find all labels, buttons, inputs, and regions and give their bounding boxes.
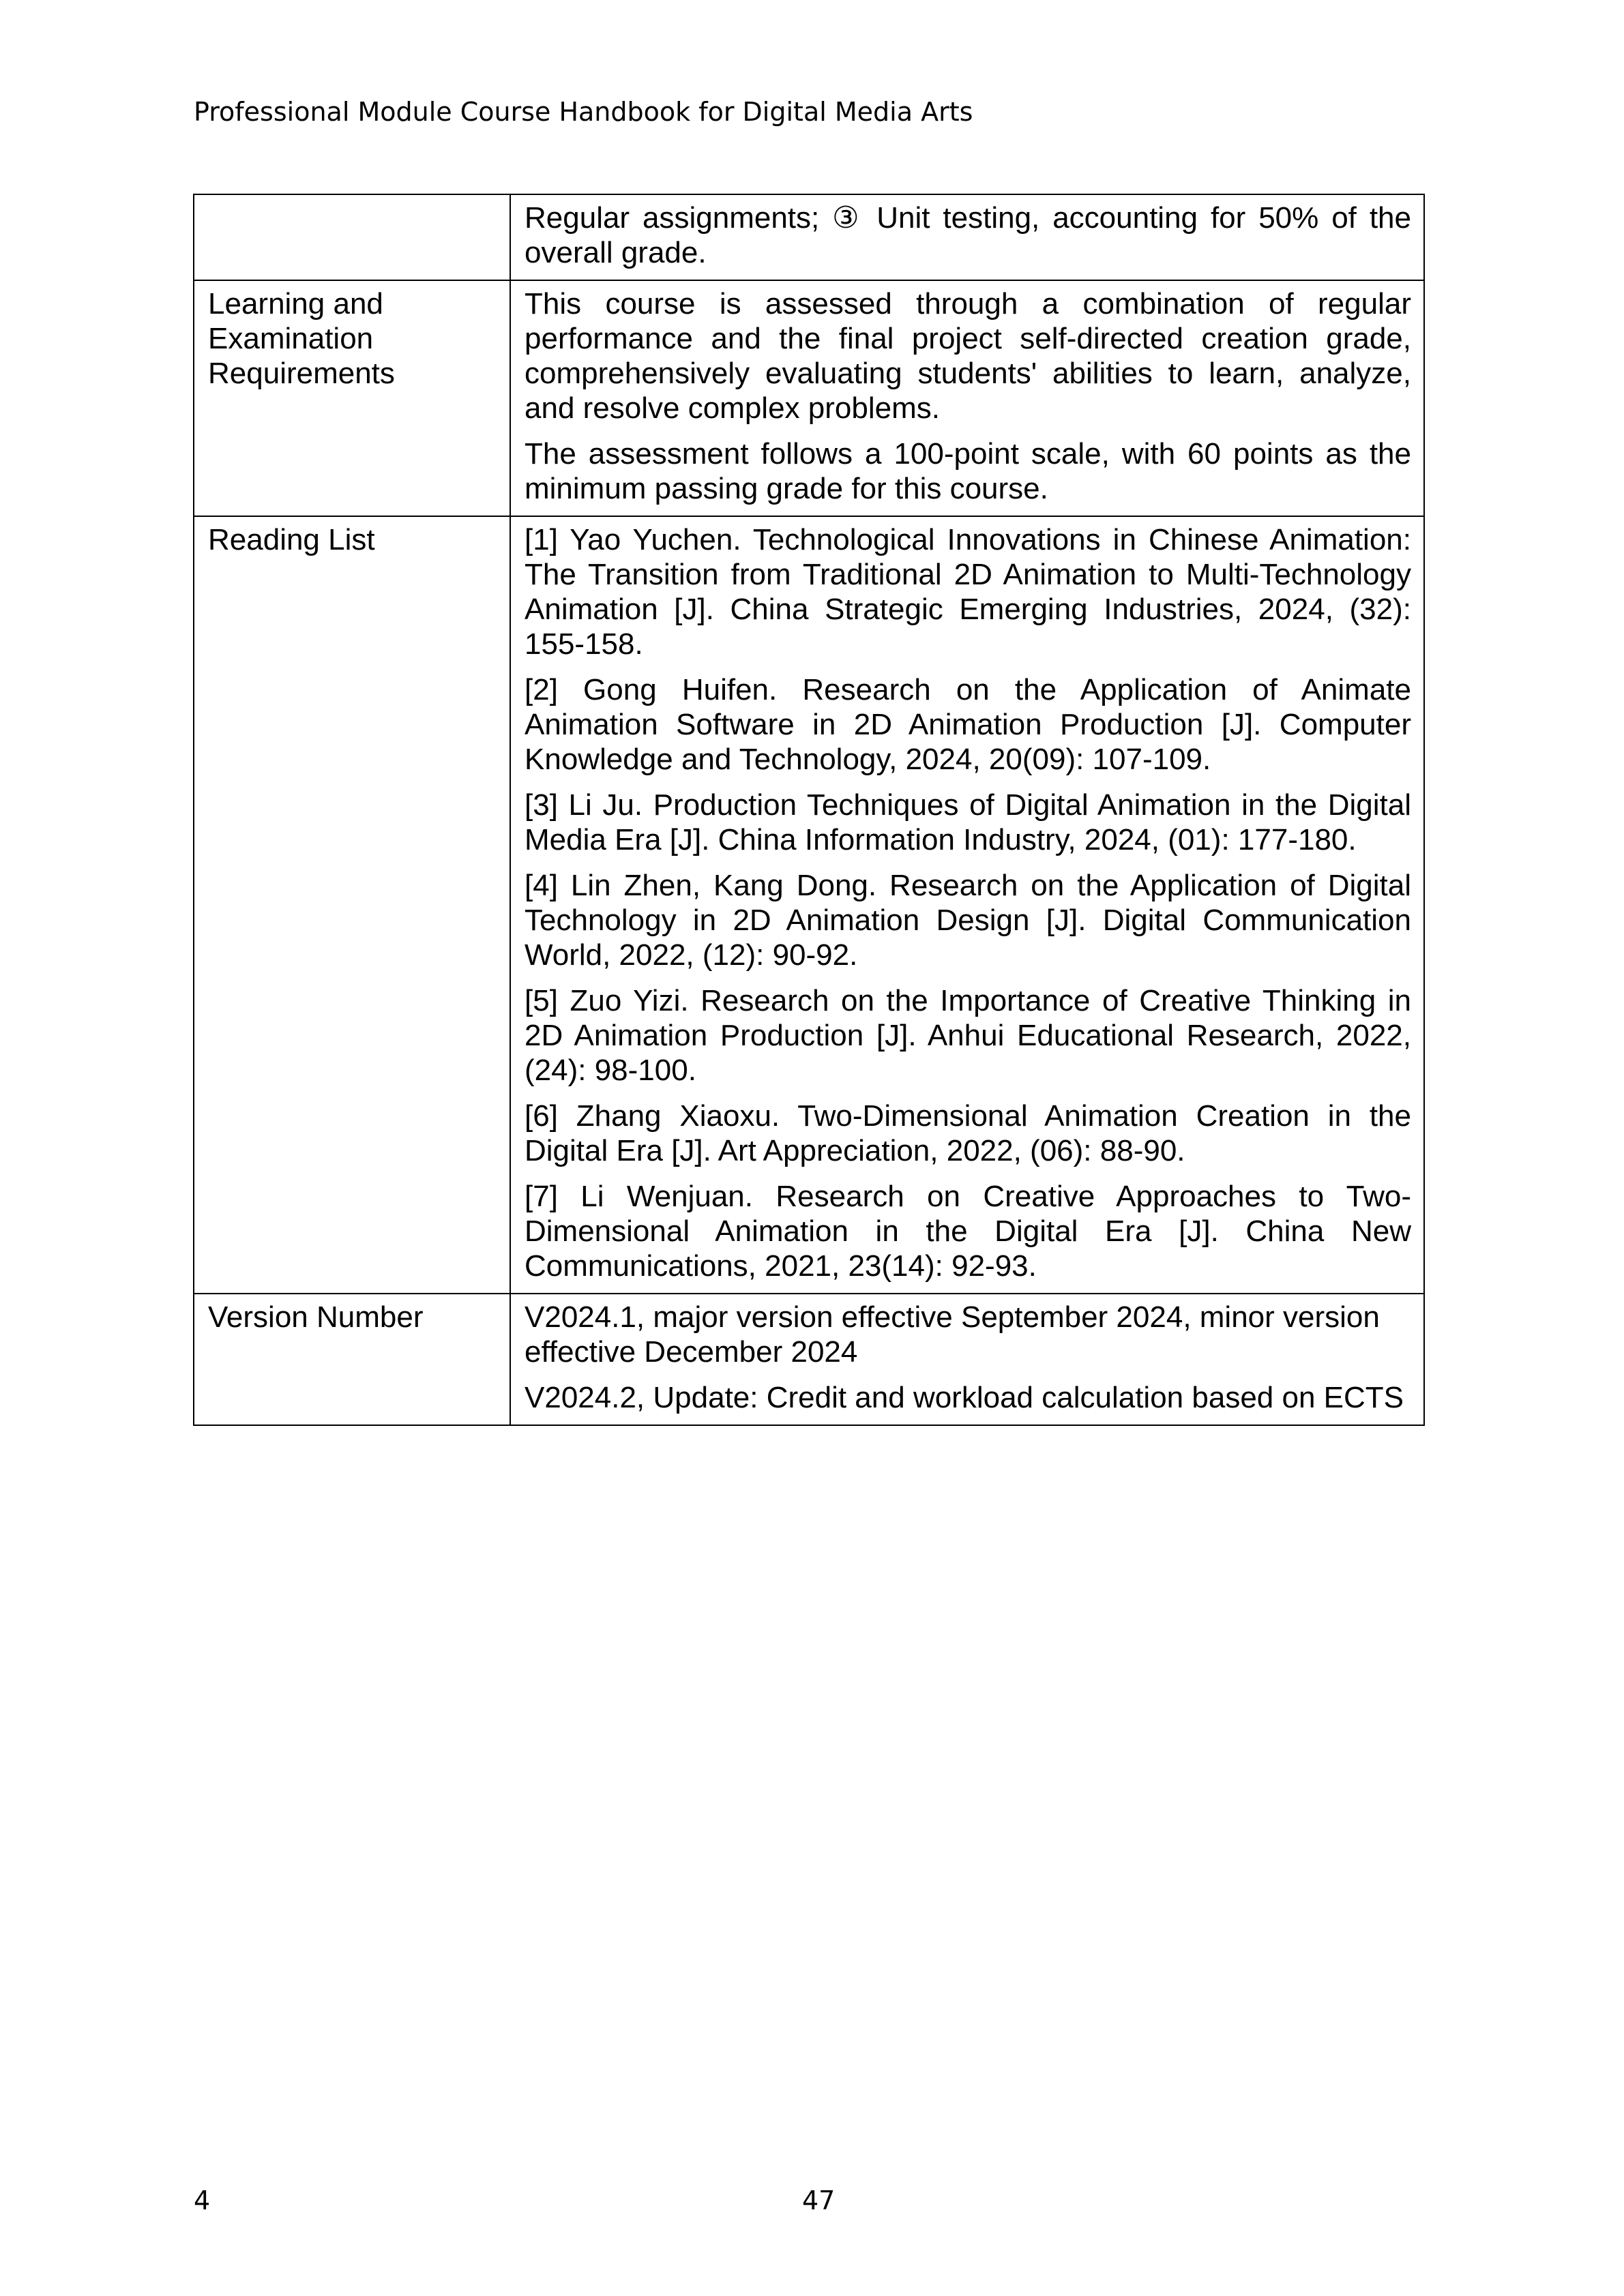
reference-item: [6] Zhang Xiaoxu. Two-Dimensional Animation Creation in the Digital Era [J]. Art Appreciation, 2022, (06): 88-90.: [525, 1099, 1411, 1167]
page-header-title: Professional Module Course Handbook for Digital Media Arts: [194, 97, 973, 127]
page-number: 47: [802, 2186, 836, 2216]
module-info-table: [193, 194, 1425, 1426]
reference-item: [7] Li Wenjuan. Research on Creative Approaches to Two-Dimensional Animation in the Digital Era [J]. China New Communications, 2021, 23(14): 92-93.: [525, 1180, 1411, 1283]
row-label-reading-list: Reading List: [194, 516, 510, 1294]
table-row: [194, 516, 1424, 1294]
row-label-empty: [194, 194, 510, 280]
assessment-continued-text: Regular assignments; ③ Unit testing, accounting for 50% of the overall grade.: [525, 201, 1411, 269]
table-row: [194, 194, 1424, 280]
row-label-learning-exam: Learning and Examination Requirements: [194, 280, 510, 516]
reference-item: [1] Yao Yuchen. Technological Innovations in Chinese Animation: The Transition from Traditional 2D Animation to Multi-Technology Animation [J]. China Strategic Emerging Industries, 2024, (32): 155-158.: [525, 523, 1411, 661]
version-entry: V2024.2, Update: Credit and workload calculation based on ECTS: [525, 1381, 1404, 1414]
version-entry: V2024.1, major version effective September 2024, minor version effective December 2024: [525, 1300, 1380, 1369]
exam-paragraph: This course is assessed through a combination of regular performance and the final project self-directed creation grade, comprehensively evaluating students' abilities to learn, analyze, and resolve complex problems.: [525, 287, 1411, 425]
row-label-version-number: Version Number: [194, 1294, 510, 1425]
reference-item: [2] Gong Huifen. Research on the Application of Animate Animation Software in 2D Animation Production [J]. Computer Knowledge and Technology, 2024, 20(09): 107-109.: [525, 673, 1411, 776]
row-content-reading-list: [510, 516, 1424, 1294]
row-content-version-number: [510, 1294, 1424, 1425]
table-row: [194, 280, 1424, 516]
row-content-assessment-continued: [510, 194, 1424, 280]
row-content-learning-exam: [510, 280, 1424, 516]
reference-item: [3] Li Ju. Production Techniques of Digital Animation in the Digital Media Era [J]. China Information Industry, 2024, (01): 177-180.: [525, 788, 1411, 856]
footer-left-number: 4: [194, 2186, 211, 2216]
exam-paragraph: The assessment follows a 100-point scale, with 60 points as the minimum passing grade for this course.: [525, 437, 1411, 505]
reference-item: [5] Zuo Yizi. Research on the Importance of Creative Thinking in 2D Animation Production [J]. Anhui Educational Research, 2022, (24): 98-100.: [525, 984, 1411, 1087]
table-row: [194, 1294, 1424, 1425]
reference-item: [4] Lin Zhen, Kang Dong. Research on the Application of Digital Technology in 2D Animation Design [J]. Digital Communication World, 2022, (12): 90-92.: [525, 869, 1411, 972]
